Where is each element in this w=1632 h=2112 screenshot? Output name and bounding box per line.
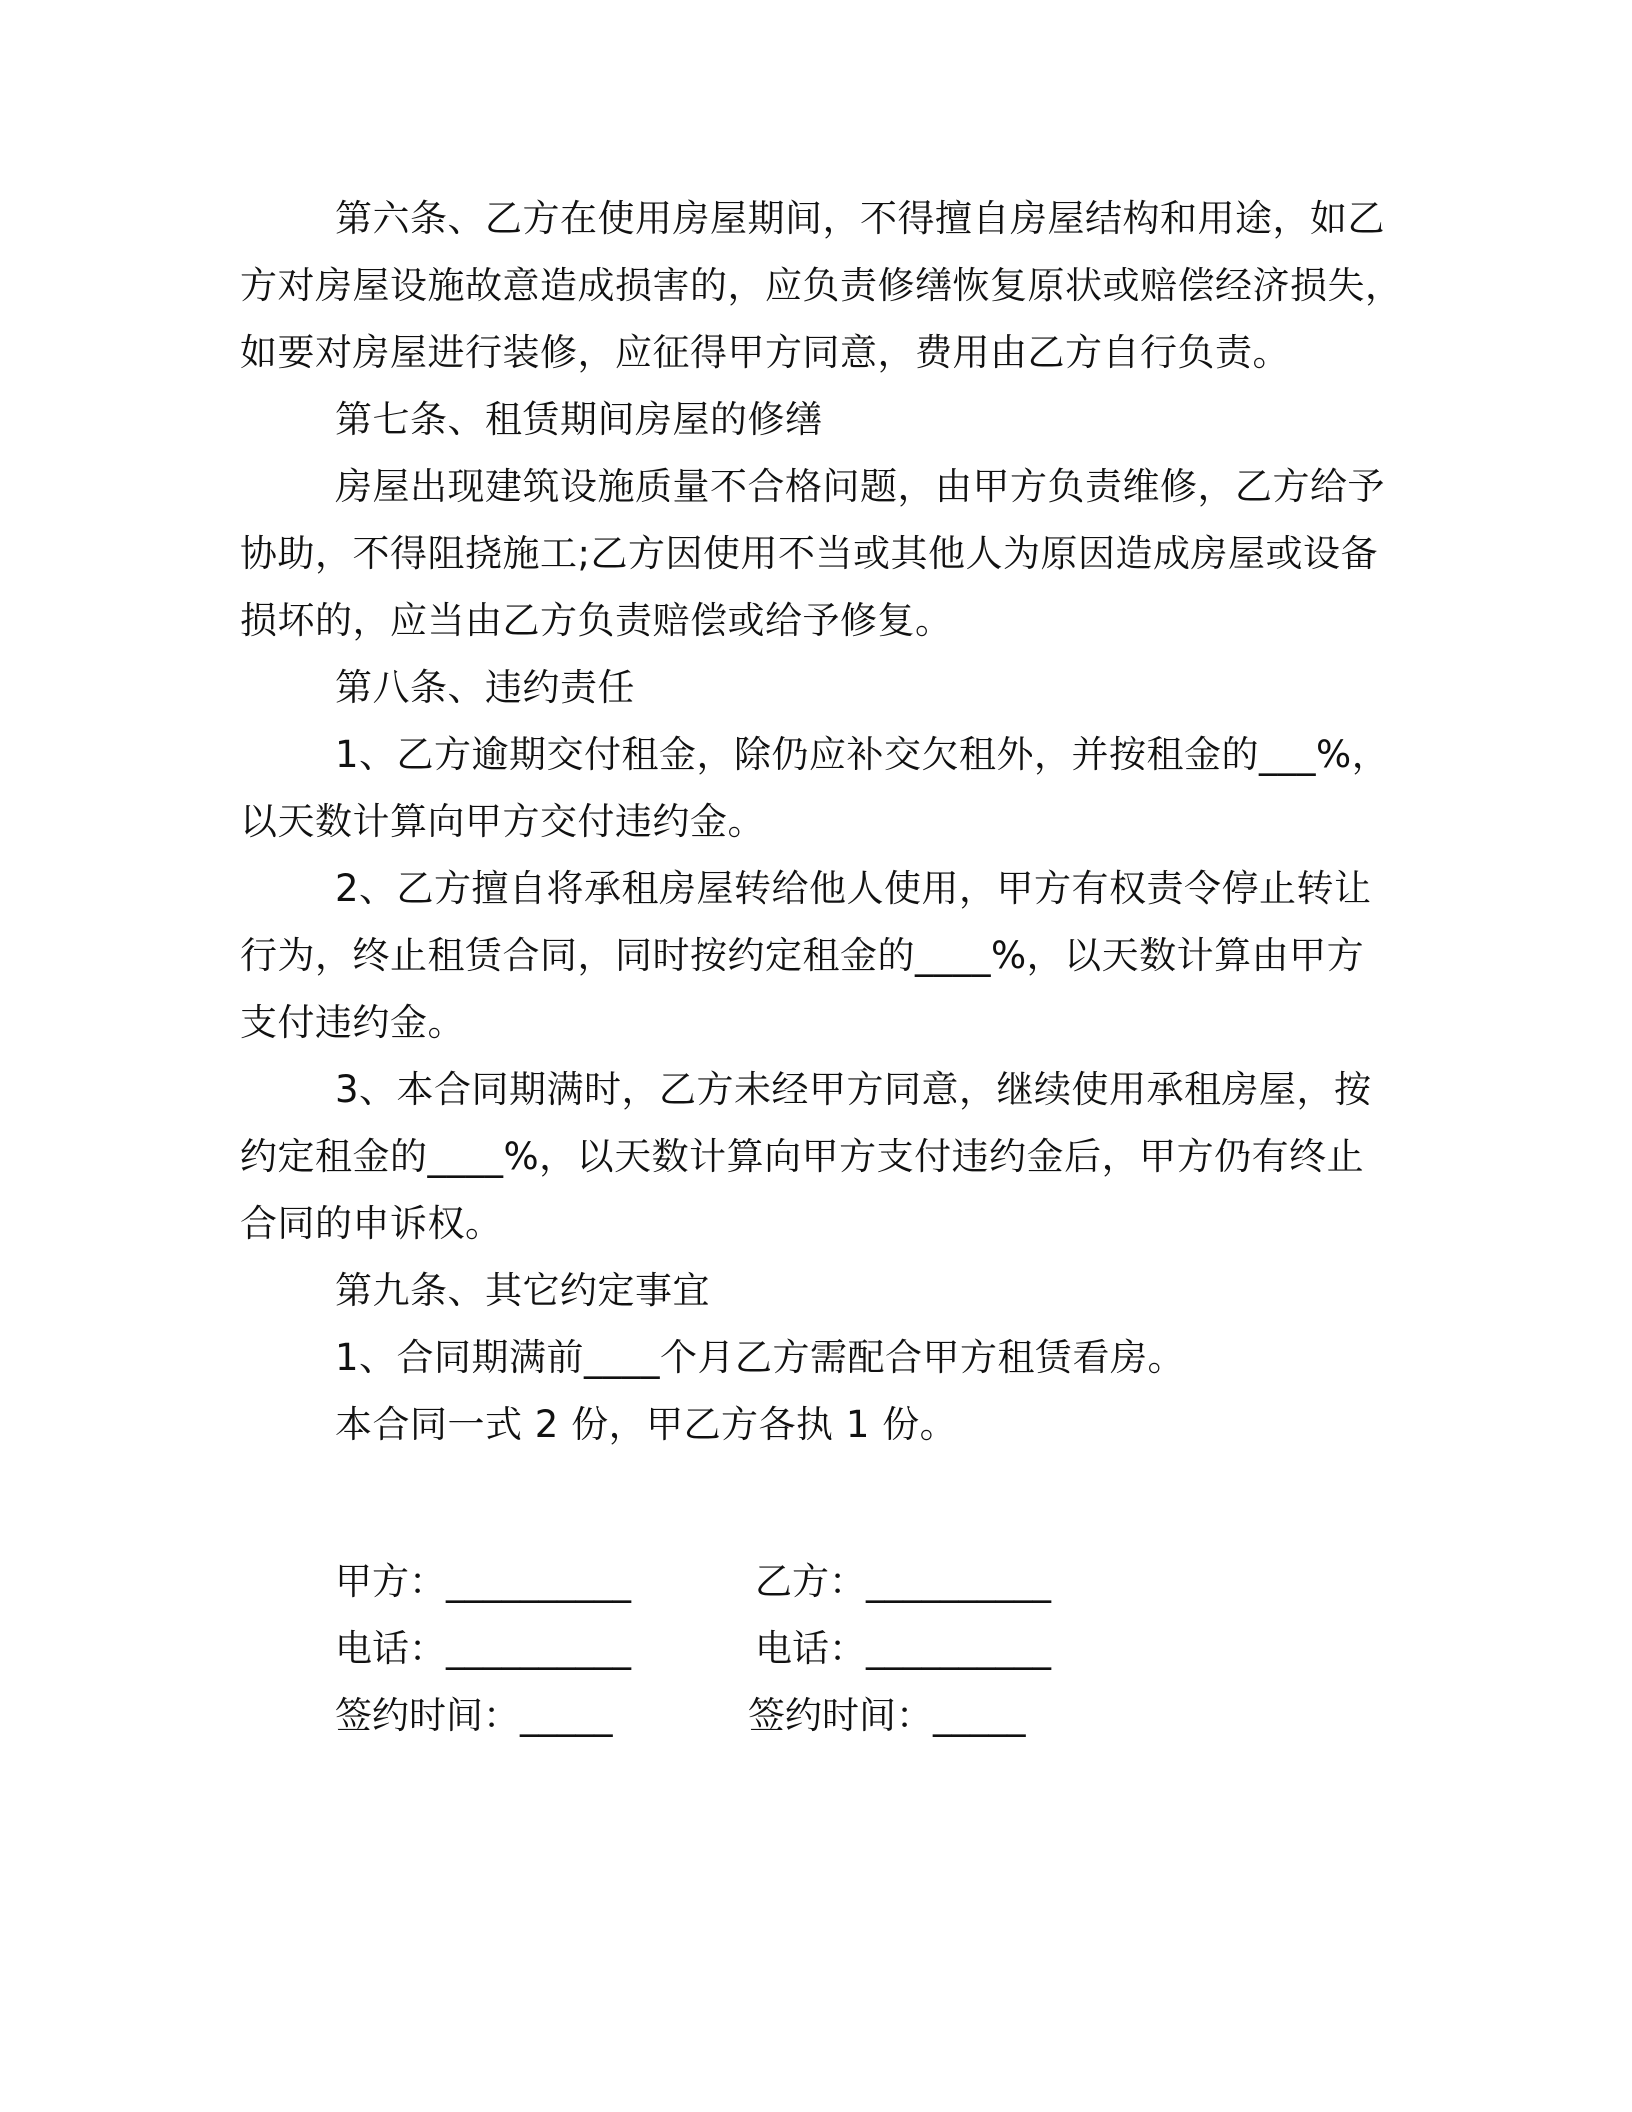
date-b-field: 签约时间：_____: [748, 1694, 1026, 1737]
text-line: 第六条、乙方在使用房屋期间，不得擅自房屋结构和用途，如乙: [335, 197, 1385, 240]
text-line: 协助，不得阻挠施工;乙方因使用不当或其他人为原因造成房屋或设备: [240, 532, 1378, 575]
heading-article-8: [240, 654, 1380, 721]
signature-row-party: [240, 1548, 1380, 1615]
party-a-field: 甲方：__________: [335, 1560, 631, 1603]
signature-row-date: [240, 1682, 1380, 1749]
clause-9-1: [240, 1324, 1380, 1391]
text-line: 方对房屋设施故意造成损害的，应负责修缮恢复原状或赔偿经济损失，: [240, 264, 1403, 307]
spacer: [240, 1458, 1380, 1548]
text-line: 如要对房屋进行装修，应征得甲方同意，费用由乙方自行负责。: [240, 331, 1290, 374]
section-heading: 第九条、其它约定事宜: [335, 1269, 710, 1312]
text-line: 合同的申诉权。: [240, 1202, 503, 1245]
signature-row-phone: [240, 1615, 1380, 1682]
clause-8-2: [240, 855, 1380, 1056]
text-line: 支付违约金。: [240, 1001, 465, 1044]
text-line: 约定租金的____%，以天数计算向甲方支付违约金后，甲方仍有终止: [240, 1135, 1365, 1178]
clause-8-3: [240, 1056, 1380, 1257]
text-line: 本合同一式 2 份，甲乙方各执 1 份。: [335, 1403, 958, 1446]
text-line: 1、合同期满前____个月乙方需配合甲方租赁看房。: [335, 1336, 1186, 1379]
heading-article-9: [240, 1257, 1380, 1324]
section-heading: 第七条、租赁期间房屋的修缮: [335, 398, 823, 441]
paragraph-repair: [240, 453, 1385, 654]
text-line: 行为，终止租赁合同，同时按约定租金的____%，以天数计算由甲方: [240, 934, 1365, 977]
text-line: 房屋出现建筑设施质量不合格问题，由甲方负责维修，乙方给予: [335, 465, 1385, 508]
phone-b-field: 电话：__________: [755, 1627, 1051, 1670]
text-line: 1、乙方逾期交付租金，除仍应补交欠租外，并按租金的___%，: [335, 733, 1390, 776]
signature-block: [240, 1548, 1380, 1749]
text-line: 损坏的，应当由乙方负责赔偿或给予修复。: [240, 599, 953, 642]
heading-article-7: [240, 386, 1380, 453]
text-line: 以天数计算向甲方交付违约金。: [240, 800, 765, 843]
phone-a-field: 电话：__________: [335, 1627, 631, 1670]
paragraph-article-6: [240, 185, 1403, 386]
section-heading: 第八条、违约责任: [335, 666, 635, 709]
document-body: [240, 185, 1403, 1749]
clause-8-1: [240, 721, 1390, 855]
text-line: 2、乙方擅自将承租房屋转给他人使用，甲方有权责令停止转让: [335, 867, 1372, 910]
text-line: 3、本合同期满时，乙方未经甲方同意，继续使用承租房屋，按: [335, 1068, 1372, 1111]
date-a-field: 签约时间：_____: [335, 1694, 613, 1737]
party-b-field: 乙方：__________: [755, 1560, 1051, 1603]
copies-statement: [240, 1391, 1380, 1458]
